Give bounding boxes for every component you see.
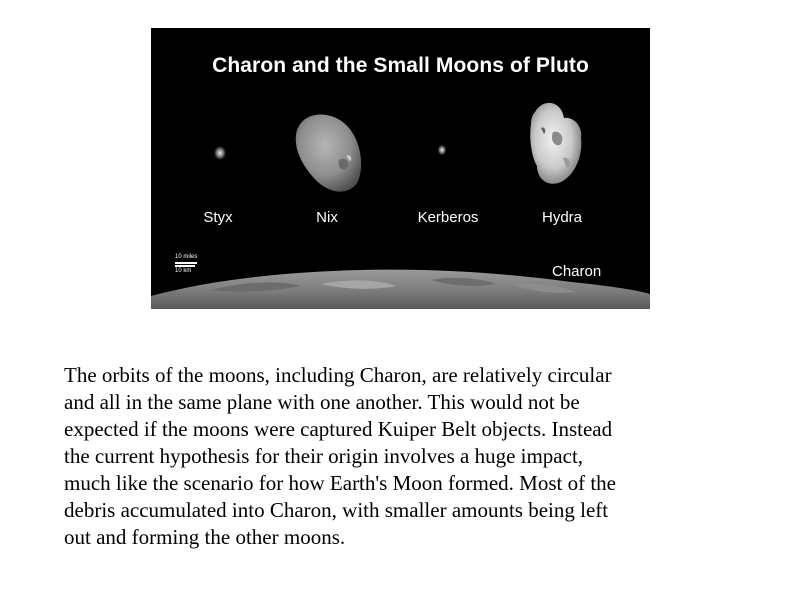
- styx-label: Styx: [203, 209, 233, 226]
- moons-image: [151, 28, 650, 309]
- figure-title: Charon and the Small Moons of Pluto: [212, 54, 589, 77]
- charon-label: Charon: [552, 263, 602, 280]
- hydra-moon: [530, 103, 581, 184]
- kerberos-moon: [437, 144, 447, 156]
- kerberos-label: Kerberos: [417, 209, 479, 226]
- scale-km-bar: [175, 265, 195, 267]
- scale-km-label: 10 km: [175, 268, 192, 274]
- styx-moon: [213, 145, 227, 161]
- scale-bar: [175, 254, 197, 275]
- scale-miles-bar: [175, 262, 197, 264]
- hydra-label: Hydra: [541, 209, 583, 226]
- body-paragraph: The orbits of the moons, including Charon, are relatively circular and all in the same plane with one another. This would not be expected if the moons were captured Kuiper Belt objects. Instead the current hypothesis for their origin involves a huge impact, much like the scenario for how Earth's Moon formed. Most of the debris accumulated into Charon, with smaller amounts being left out and forming the other moons.: [64, 363, 616, 549]
- scale-miles-label: 10 miles: [175, 254, 198, 260]
- nix-label: Nix: [316, 209, 338, 226]
- nix-moon: [296, 114, 361, 191]
